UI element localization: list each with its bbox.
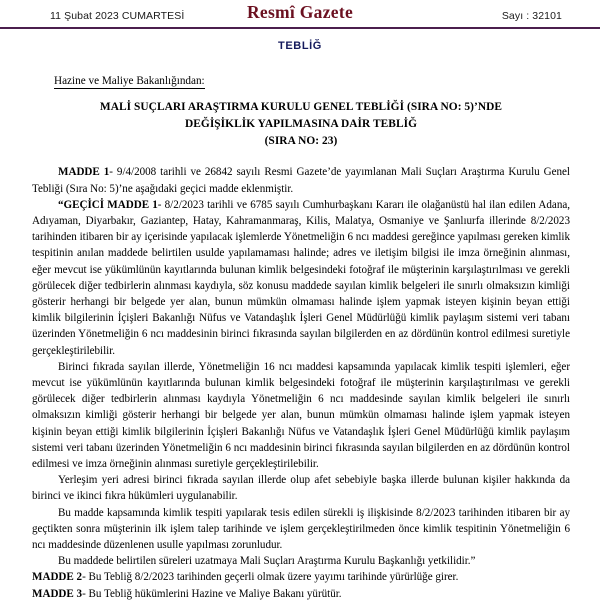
masthead-divider	[0, 27, 600, 29]
article-label: MADDE 2	[32, 571, 83, 584]
masthead-issue-number: Sayı : 32101	[501, 9, 562, 22]
document-title-line-3: (SIRA NO: 23)	[264, 135, 338, 148]
masthead-date: 11 Şubat 2023 CUMARTESİ	[50, 9, 185, 22]
document-content	[0, 71, 600, 602]
article-label: MADDE 1	[58, 166, 110, 179]
document-title-line-1: MALİ SUÇLARI ARAŞTIRMA KURULU GENEL TEBLİĞİ (SIRA NO: 5)’NDE	[99, 101, 503, 113]
article-text: Bu maddede belirtilen süreleri uzatmaya Mali Suçları Araştırma Kurulu Başkanlığı yetkilidir.”	[58, 555, 476, 568]
article-madde-2	[32, 569, 570, 585]
article-fikra-2	[32, 359, 570, 472]
document-title-line-2: DEĞİŞİKLİK YAPILMASINA DAİR TEBLİĞ	[184, 118, 417, 131]
article-label: “GEÇİCİ MADDE 1	[58, 198, 158, 211]
article-gecici-madde-1	[32, 197, 570, 359]
article-text: - 9/4/2008 tarihli ve 26842 sayılı Resmi Gazete’de yayımlanan Mali Suçları Araştırma Kurulu Genel Tebliği (Sıra No: 5)’ne aşağıdaki geçici madde eklenmiştir.	[32, 166, 570, 195]
article-madde-3	[32, 586, 570, 602]
article-fikra-4	[32, 505, 570, 554]
article-text: - Bu Tebliğ hükümlerini Hazine ve Maliye Bakanı yürütür.	[82, 587, 342, 600]
article-label: MADDE 3	[32, 587, 83, 600]
article-list	[32, 164, 570, 601]
document-title	[32, 99, 570, 150]
article-fikra-5	[32, 553, 570, 569]
article-text: Bu madde kapsamında kimlik tespiti yapılarak tesis edilen sürekli iş ilişkisinde 8/2/2023 tarihinden itibaren bir ay geçtikten sonra müşterinin ilk işlem talep tarihinde ve işlem gerçekleştirilmeden önce kimlik tespitinin Yönetmeliğin 6 ncı maddesinde düzenlenen usulle yapılması zorunludur.	[32, 506, 570, 551]
gazette-title: Resmî Gazete	[246, 2, 354, 22]
masthead	[0, 0, 600, 27]
article-madde-1	[32, 164, 570, 196]
article-text: - Bu Tebliğ 8/2/2023 tarihinden geçerli olmak üzere yayımı tarihinde yürürlüğe girer.	[82, 571, 459, 584]
article-text: - 8/2/2023 tarihli ve 6785 sayılı Cumhurbaşkanı Kararı ile olağanüstü hal ilan edilen Adana, Adıyaman, Diyarbakır, Gaziantep, Hatay, Kahramanmaraş, Kilis, Malatya, Osmaniye ve Şanlıurfa illerinde 8/2/2023 tarihinden itibaren bir ay içerisinde yapılacak işlemlerde Yönetmeliğin 6 ncı maddesi gereğince yapılması gereken kimlik tespitinin anılan maddede belirtilen usulde yapılamaması halinde; adres ve iletişim bilgisi ile imza örneğinin alınması, eğer mevcut ise yükümlünün kayıtlarında bulunan kimlik belgesindeki fotoğraf ile müşterinin karşılaştırılması ve gerekli görülecek diğer tedbirlerin alınması kaydıyla, söz konusu maddede sayılan kimlik belgeleri ile sınırlı olmaksızın kimliği gösterir herhangi bir belgede yer alan, bunun mümkün olmaması halinde işlem yapmak isteyen kişinin beyan ettiği kimlik bilgilerinin İçişleri Bakanlığı Nüfus ve Vatandaşlık İşleri Genel Müdürlüğü kimlik paylaşım sistemi veri tabanı üzerinden Yönetmeliğin 6 ncı maddesinin birinci fıkrasında sayılan bilgilerden en az dördünün kontrol edilmesi suretiyle gerçekleştirilebilir.	[32, 198, 571, 357]
article-fikra-3	[32, 472, 570, 504]
issuing-authority: Hazine ve Maliye Bakanlığından:	[54, 75, 205, 87]
article-text: Yerleşim yeri adresi birinci fıkrada sayılan illerde olup afet sebebiyle başka illerde bulunan kişiler hakkında da birinci ve ikinci fıkra hükümleri uygulanabilir.	[32, 474, 570, 503]
article-text: Birinci fıkrada sayılan illerde, Yönetmeliğin 16 ncı maddesi kapsamında yapılacak kimlik tespiti işlemleri, eğer mevcut ise yükümlünün kayıtlarında bulunan kimlik belgesindeki fotoğraf ile müşterinin karşılaştırılması ve gerekli görülecek diğer tedbirlerin alınması kaydıyla Yönetmeliğin 6 ncı maddesinde sayılan kimlik belgeleri ile sınırlı olmaksızın kimliği gösterir herhangi bir belgede yer alan, bunun mümkün olmaması halinde işlem yapmak isteyen kişinin beyan ettiği kimlik bilgilerinin İçişleri Bakanlığı Nüfus ve Vatandaşlık İşleri Genel Müdürlüğü kimlik paylaşım sistemi veri tabanı üzerinden Yönetmeliğin 6 ncı maddesinin birinci fıkrasında sayılan bilgilerden en az dördünün kontrol edilmesi ve imza örneğinin alınması suretiyle gerçekleştirilebilir.	[32, 360, 570, 470]
section-heading: TEBLİĞ	[278, 40, 322, 52]
